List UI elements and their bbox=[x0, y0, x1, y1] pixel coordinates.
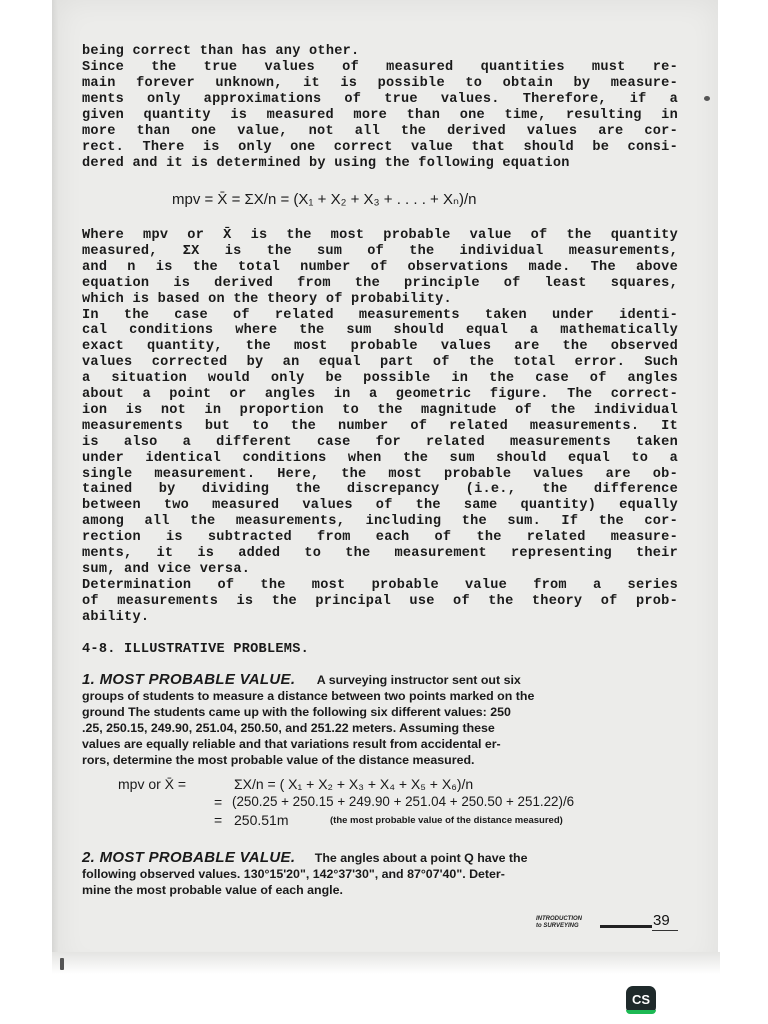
text-line: more than one value, not all the derived values are cor- bbox=[82, 124, 678, 139]
problem-1-line: .25, 250.15, 249.90, 251.04, 250.50, and 251.22 meters. Assuming these bbox=[82, 721, 495, 735]
footer-brand-line: INTRODUCTION bbox=[536, 916, 582, 922]
problem-1-line: ground The students came up with the following six different values: 250 bbox=[82, 705, 511, 719]
text-line: measured, ΣX is the sum of the individual measurements, bbox=[82, 243, 678, 259]
solution-equation-2: (250.25 + 250.15 + 249.90 + 251.04 + 250.50 + 251.22)/6 bbox=[232, 794, 575, 809]
text-line: ments, it is added to the measurement representing their bbox=[82, 546, 678, 561]
solution-equals: = bbox=[214, 812, 223, 828]
problem-1-line: A surveying instructor sent out six bbox=[316, 673, 521, 687]
text-line: Where mpv or X̄ is the most probable value of the quantity bbox=[82, 228, 678, 243]
text-line: ability. bbox=[82, 609, 150, 625]
text-line: tained by dividing the discrepancy (i.e., the difference bbox=[82, 482, 678, 498]
text-line: exact quantity, the most probable values are the observed bbox=[82, 339, 678, 355]
text-line: measurements but to the number of related measurements. It bbox=[82, 418, 678, 434]
text-line: values corrected by an equal part of the total error. Such bbox=[82, 355, 678, 371]
text-line: which is based on the theory of probability. bbox=[82, 291, 452, 307]
page-bottom-edge bbox=[52, 952, 720, 974]
problem-2-line: following observed values. 130°15'20", 142°37'30", and 87°07'40". Deter- bbox=[82, 867, 505, 881]
text-line: a situation would only be possible in the case of angles bbox=[82, 371, 678, 387]
scan-speck bbox=[704, 96, 710, 101]
problem-1-title: 1. MOST PROBABLE VALUE. bbox=[82, 671, 296, 688]
text-line: single measurement. Here, the most probable values are ob- bbox=[82, 466, 678, 482]
solution-lhs: mpv or X̄ = bbox=[118, 776, 187, 792]
scanner-app-badge[interactable]: CS bbox=[626, 986, 656, 1014]
text-line: being correct than has any other. bbox=[82, 44, 360, 59]
text-line: of measurements is the principal use of the theory of prob- bbox=[82, 593, 678, 609]
text-line: ion is not in proportion to the magnitude of the individual bbox=[82, 402, 678, 418]
solution-equals: = bbox=[214, 794, 223, 810]
section-heading: 4-8. ILLUSTRATIVE PROBLEMS. bbox=[82, 642, 310, 657]
equation-mpv: mpv = X̄ = ΣX/n = (X₁ + X₂ + X₃ + . . . . + Xₙ)/n bbox=[172, 191, 477, 208]
text-line: rect. There is only one correct value that should be consi- bbox=[82, 140, 678, 155]
problem-1-line: rors, determine the most probable value of the distance measured. bbox=[82, 753, 475, 767]
text-line: under identical conditions when the sum should equal to a bbox=[82, 450, 678, 466]
text-line: In the case of related measurements taken under identi- bbox=[82, 307, 678, 323]
problem-2-line: The angles about a point Q have the bbox=[314, 851, 528, 865]
text-line: Since the true values of measured quantities must re- bbox=[82, 60, 678, 75]
text-line: main forever unknown, it is possible to obtain by measure- bbox=[82, 76, 678, 91]
text-line: ments only approximations of true values. Therefore, if a bbox=[82, 92, 678, 107]
text-line: between two measured values of the same quantity) equally bbox=[82, 498, 678, 514]
text-line: is also a different case for related measurements taken bbox=[82, 434, 678, 450]
solution-result: 250.51m bbox=[234, 812, 289, 828]
problem-2 bbox=[82, 850, 682, 866]
solution-note: (the most probable value of the distance measured) bbox=[330, 815, 563, 826]
text-line: dered and it is determined by using the following equation bbox=[82, 156, 570, 171]
text-line: equation is derived from the principle of least squares, bbox=[82, 275, 678, 291]
text-line: cal conditions where the sum should equal a mathematically bbox=[82, 323, 678, 339]
text-line: Determination of the most probable value from a series bbox=[82, 577, 678, 593]
problem-1-line: values are equally reliable and that variations result from accidental er- bbox=[82, 737, 501, 751]
text-line: given quantity is measured more than one time, resulting in bbox=[82, 108, 678, 123]
text-line: about a point or angles in a geometric figure. The correct- bbox=[82, 387, 678, 402]
text-line: among all the measurements, including the sum. If the cor- bbox=[82, 514, 678, 530]
scanner-app-badge-bar bbox=[626, 1010, 656, 1014]
solution-equation-1: ΣX/n = ( X₁ + X₂ + X₃ + X₄ + X₅ + X₆)/n bbox=[234, 776, 474, 792]
footer-rule bbox=[600, 925, 652, 928]
problem-2-line: mine the most probable value of each angle. bbox=[82, 883, 343, 897]
text-line: sum, and vice versa. bbox=[82, 561, 251, 577]
page-number: 39 bbox=[653, 912, 670, 929]
text-line: rection is subtracted from each of the related measure- bbox=[82, 530, 678, 546]
footer-brand-line: to SURVEYING bbox=[536, 923, 579, 929]
scan-speck bbox=[60, 958, 64, 970]
problem-1-line: groups of students to measure a distance between two points marked on the bbox=[82, 689, 535, 703]
problem-2-title: 2. MOST PROBABLE VALUE. bbox=[82, 849, 296, 866]
text-line: and n is the total number of observations made. The above bbox=[82, 259, 678, 275]
page-number-rule bbox=[652, 930, 678, 931]
problem-1 bbox=[82, 672, 682, 688]
